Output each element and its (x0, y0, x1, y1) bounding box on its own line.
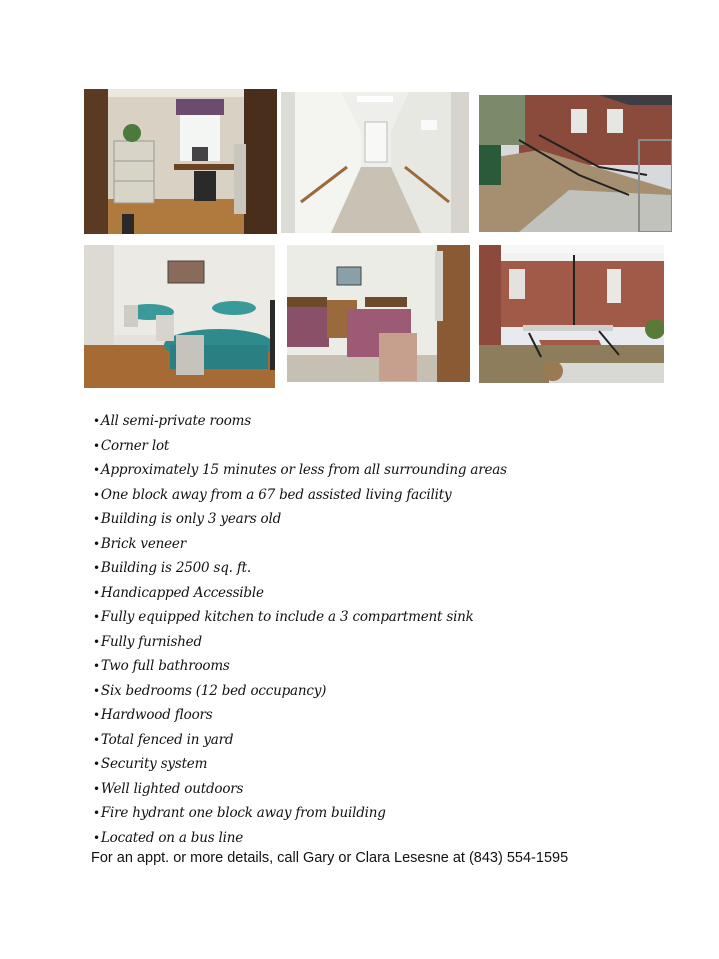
feature-item (93, 752, 507, 777)
feature-text: Fully equipped kitchen to include a 3 compartment sink (100, 609, 474, 625)
bullet-icon: • (93, 487, 100, 502)
feature-text: Six bedrooms (12 bed occupancy) (100, 682, 327, 699)
feature-item (93, 728, 507, 753)
features-list (93, 409, 507, 850)
hallway-photo (281, 92, 469, 233)
bullet-icon: • (93, 585, 100, 600)
feature-item (93, 458, 507, 483)
feature-item (93, 434, 507, 459)
feature-item (93, 777, 507, 802)
feature-text: Well lighted outdoors (100, 780, 244, 797)
feature-item (93, 630, 507, 655)
bullet-icon: • (93, 806, 100, 820)
bullet-icon: • (93, 708, 100, 722)
feature-item (93, 483, 507, 508)
dining-room-photo (84, 245, 275, 388)
feature-item (93, 703, 507, 728)
feature-text: Fully furnished (100, 633, 202, 650)
bedroom-photo (287, 245, 470, 382)
bullet-icon: • (93, 561, 100, 575)
bullet-icon: • (93, 659, 100, 673)
feature-text: Two full bathrooms (100, 658, 230, 674)
feature-text: Total fenced in yard (100, 731, 234, 748)
bullet-icon: • (93, 610, 100, 624)
feature-item (93, 826, 507, 851)
feature-item (93, 801, 507, 826)
bullet-icon: • (93, 463, 100, 477)
feature-item (93, 532, 507, 557)
feature-text: All semi-private rooms (100, 413, 251, 429)
bullet-icon: • (93, 536, 100, 551)
bullet-icon: • (93, 438, 100, 453)
ramp-exterior-photo (479, 95, 672, 232)
feature-item (93, 654, 507, 679)
bullet-icon: • (93, 414, 100, 428)
feature-text: Corner lot (100, 437, 170, 454)
bullet-icon: • (93, 634, 100, 649)
bullet-icon: • (93, 830, 100, 845)
feature-item (93, 409, 507, 434)
feature-text: Hardwood floors (100, 707, 213, 723)
front-porch-photo (479, 245, 664, 383)
office-photo (84, 89, 277, 234)
feature-text: Handicapped Accessible (100, 584, 264, 601)
feature-text: Security system (100, 756, 208, 772)
feature-item (93, 581, 507, 606)
feature-text: Building is only 3 years old (100, 511, 282, 527)
feature-text: Located on a bus line (100, 829, 244, 846)
bullet-icon: • (93, 781, 100, 796)
bullet-icon: • (93, 683, 100, 698)
contact-line: For an appt. or more details, call Gary or Clara Lesesne at (843) 554-1595 (91, 850, 569, 866)
feature-item (93, 679, 507, 704)
feature-item (93, 556, 507, 581)
feature-text: Fire hydrant one block away from building (100, 805, 386, 821)
feature-text: Approximately 15 minutes or less from all surrounding areas (100, 462, 507, 478)
bullet-icon: • (93, 732, 100, 747)
feature-text: Brick veneer (100, 535, 186, 552)
feature-text: One block away from a 67 bed assisted living facility (100, 486, 452, 503)
feature-text: Building is 2500 sq. ft. (100, 560, 251, 576)
bullet-icon: • (93, 512, 100, 526)
feature-item (93, 605, 507, 630)
feature-item (93, 507, 507, 532)
bullet-icon: • (93, 757, 100, 771)
